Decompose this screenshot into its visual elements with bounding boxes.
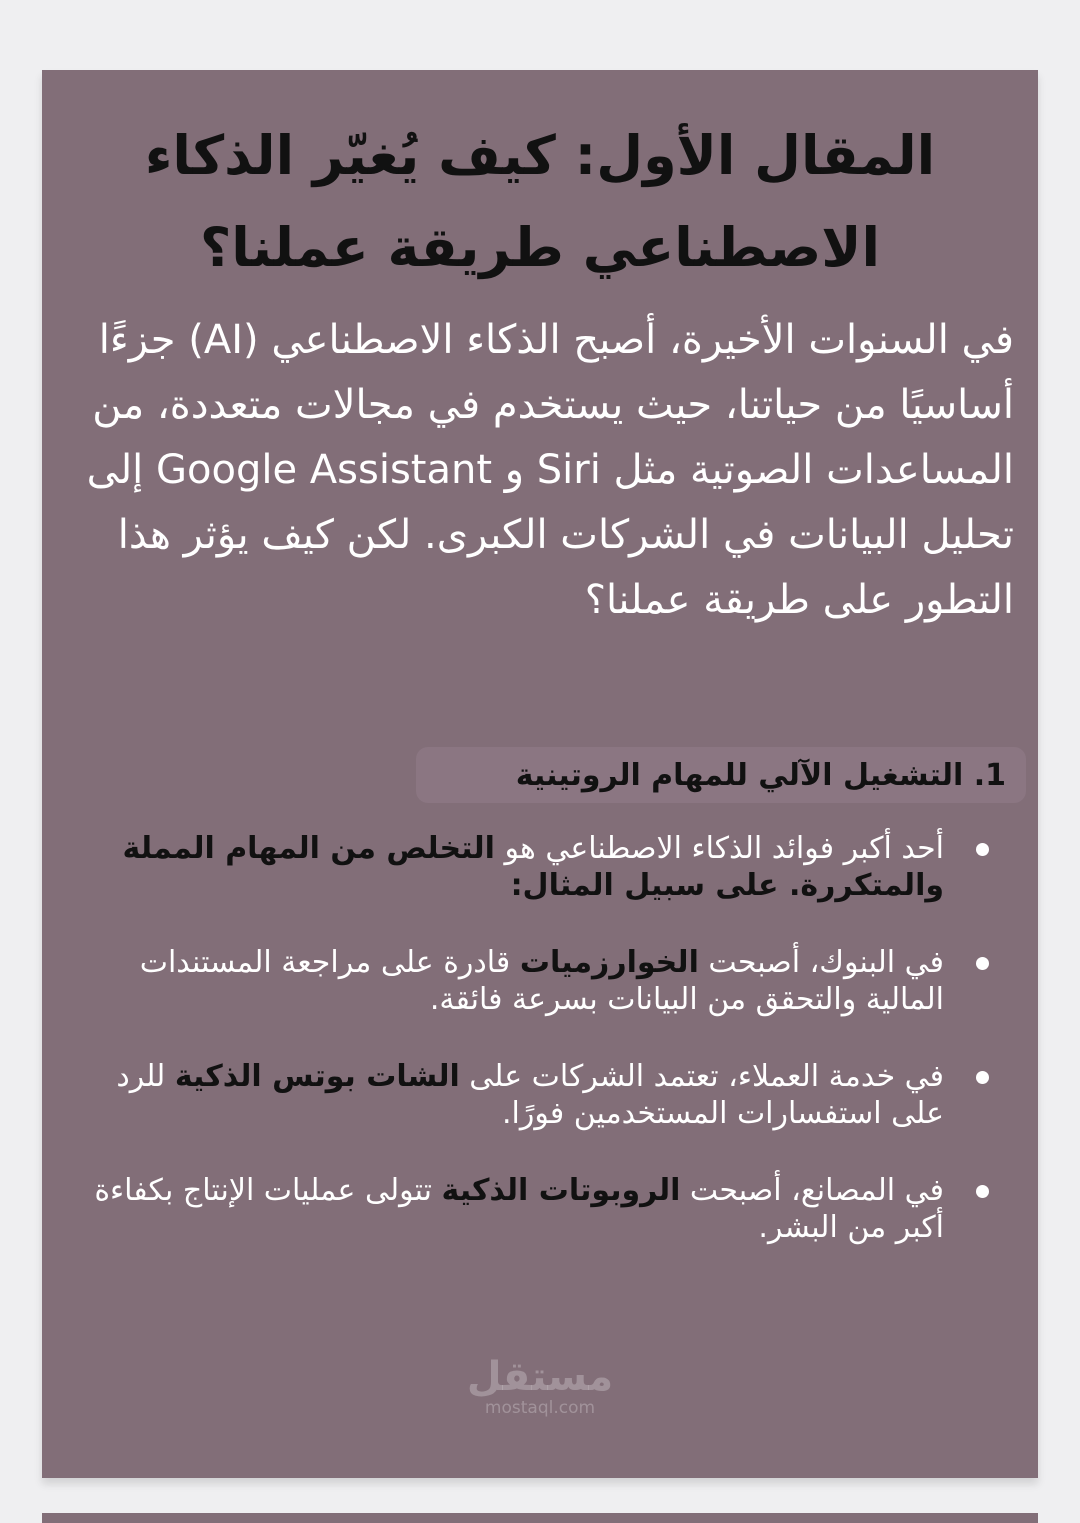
watermark-logo <box>0 1355 1080 1417</box>
list-item <box>60 944 994 1018</box>
bullet-bold-text: التخلص من المهام المملة والمتكررة. على سبيل المثال: <box>122 831 944 903</box>
bullet-list <box>60 830 994 1286</box>
section-heading <box>416 747 1026 803</box>
watermark-latin: mostaql.com <box>484 1398 596 1418</box>
bullet-bold-text: الخوارزميات <box>519 945 699 980</box>
section-heading-text: 1. التشغيل الآلي للمهام الروتينية <box>515 757 1006 793</box>
article-title: المقال الأول: كيف يُغيّر الذكاء الاصطناعي طريقة عملنا؟ <box>144 124 936 279</box>
bullet-text: في البنوك، أصبحت <box>698 945 944 980</box>
bullet-text: في المصانع، أصبحت <box>680 1173 944 1208</box>
watermark-arabic: مستقل <box>466 1354 614 1400</box>
list-item <box>60 830 994 904</box>
bullet-text: في خدمة العملاء، تعتمد الشركات على <box>459 1059 944 1094</box>
bullet-icon <box>976 1071 989 1084</box>
bullet-icon <box>976 843 989 856</box>
bullet-text: أحد أكبر فوائد الذكاء الاصطناعي هو <box>494 831 944 866</box>
bullet-text: للرد على استفسارات المستخدمين فورًا. <box>116 1059 944 1131</box>
list-item <box>60 1058 994 1132</box>
bullet-text: تتولى عمليات الإنتاج بكفاءة أكبر من البشر. <box>94 1173 944 1245</box>
bullet-icon <box>976 957 989 970</box>
bullet-bold-text: الروبوتات الذكية <box>441 1173 681 1208</box>
next-card <box>42 1513 1038 1523</box>
bullet-text: قادرة على مراجعة المستندات المالية والتحقق من البيانات بسرعة فائقة. <box>139 945 944 1017</box>
bullet-icon <box>976 1185 989 1198</box>
article-intro: في السنوات الأخيرة، أصبح الذكاء الاصطناعي (AI) جزءًا أساسيًا من حياتنا، حيث يستخدم في مجالات متعددة، من المساعدات الصوتية مثل Siri و Google Assistant إلى تحليل البيانات في الشركات الكبرى. لكن كيف يؤثر هذا التطور على طريقة عملنا؟ <box>86 317 1014 623</box>
bullet-bold-text: الشات بوتس الذكية <box>174 1059 460 1094</box>
list-item <box>60 1172 994 1246</box>
article-card <box>42 70 1038 1478</box>
